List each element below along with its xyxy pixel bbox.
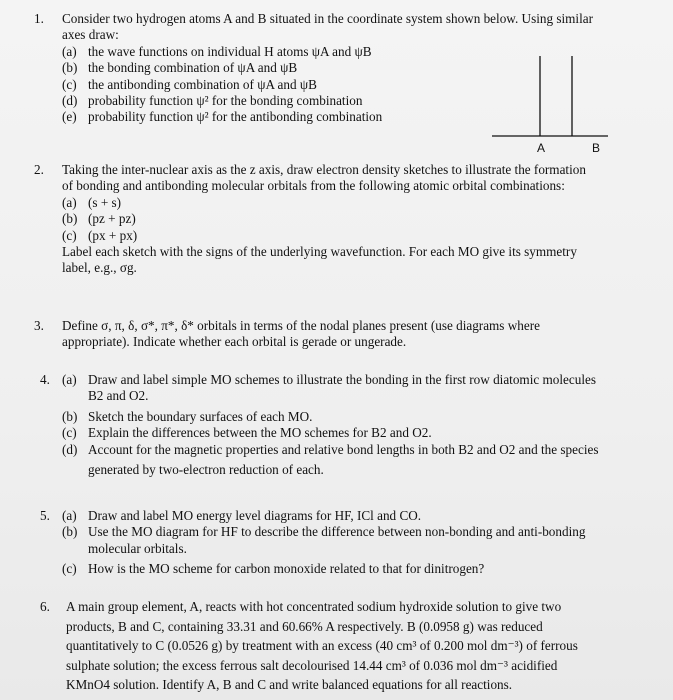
question-1-item-e: (e) probability function ψ² for the antibonding combination <box>62 109 383 125</box>
question-2-tail-2: label, e.g., σg. <box>62 260 137 276</box>
question-4-item-d-cont: generated by two-electron reduction of each. <box>88 462 324 478</box>
atom-b-label: B <box>592 141 601 155</box>
question-3-number: 3. <box>34 318 44 333</box>
question-1-number: 1. <box>34 11 44 26</box>
question-2-line-2: of bonding and antibonding molecular orbitals from the following atomic orbital combinations: <box>62 178 565 194</box>
question-1-item-d: (d) probability function ψ² for the bonding combination <box>62 93 363 109</box>
question-5-number: 5. <box>40 508 50 523</box>
question-2-tail-1: Label each sketch with the signs of the underlying wavefunction. For each MO give its symmetry <box>62 244 577 260</box>
question-1-item-c: (c) the antibonding combination of ψA and ψB <box>62 76 317 92</box>
question-2-number: 2. <box>34 162 44 177</box>
question-2-item-c: (c) (px + px) <box>62 227 138 243</box>
question-5-item-b-cont: molecular orbitals. <box>88 540 187 556</box>
question-2-line-1: Taking the inter-nuclear axis as the z axis, draw electron density sketches to illustrate the formation <box>62 162 586 177</box>
question-5-item-b: (b) Use the MO diagram for HF to describe the difference between non-bonding and anti-bonding <box>62 524 586 540</box>
question-3-line-2: appropriate). Indicate whether each orbital is gerade or ungerade. <box>62 334 407 350</box>
question-1-line-2: axes draw: <box>62 27 119 43</box>
question-5-item-a: (a) Draw and label MO energy level diagrams for HF, ICl and CO. <box>62 508 422 523</box>
question-4-item-b: (b) Sketch the boundary surfaces of each MO. <box>62 408 313 424</box>
question-1-line-1: Consider two hydrogen atoms A and B situated in the coordinate system shown below. Using similar <box>62 11 593 26</box>
question-4-item-d: (d) Account for the magnetic properties and relative bond lengths in both B2 and O2 and the species <box>62 441 599 457</box>
question-2-item-b: (b) (pz + pz) <box>62 211 136 227</box>
question-6-number: 6. <box>40 599 50 614</box>
question-6-line-3: quantitatively to C (0.0526 g) by treatment with an excess (40 cm³ of 0.200 mol dm⁻³) of ferrous <box>66 638 578 654</box>
question-5-item-c: (c) How is the MO scheme for carbon monoxide related to that for dinitrogen? <box>62 561 485 577</box>
atom-a-label: A <box>537 141 546 155</box>
coordinate-axes-diagram <box>490 50 610 160</box>
question-1-item-b: (b) the bonding combination of ψA and ψB <box>62 60 298 76</box>
question-3-line-1: Define σ, π, δ, σ*, π*, δ* orbitals in terms of the nodal planes present (use diagrams where <box>62 318 540 333</box>
question-4-item-a-cont: B2 and O2. <box>88 388 149 404</box>
question-4-number: 4. <box>40 372 50 387</box>
question-6-line-4: sulphate solution; the excess ferrous salt decolourised 14.44 cm³ of 0.036 mol dm⁻³ acidified <box>66 657 558 673</box>
question-4-item-a: (a) Draw and label simple MO schemes to illustrate the bonding in the first row diatomic molecules <box>62 372 596 387</box>
question-6-line-1: A main group element, A, reacts with hot concentrated sodium hydroxide solution to give two <box>66 599 562 614</box>
question-2-item-a: (a) (s + s) <box>62 194 122 210</box>
question-4-item-c: (c) Explain the differences between the MO schemes for B2 and O2. <box>62 425 432 441</box>
question-6-line-2: products, B and C, containing 33.31 and 60.66% A respectively. B (0.0958 g) was reduced <box>66 618 543 634</box>
question-6-line-5: KMnO4 solution. Identify A, B and C and write balanced equations for all reactions. <box>66 677 513 693</box>
question-1-item-a: (a) the wave functions on individual H atoms ψA and ψB <box>62 43 372 59</box>
